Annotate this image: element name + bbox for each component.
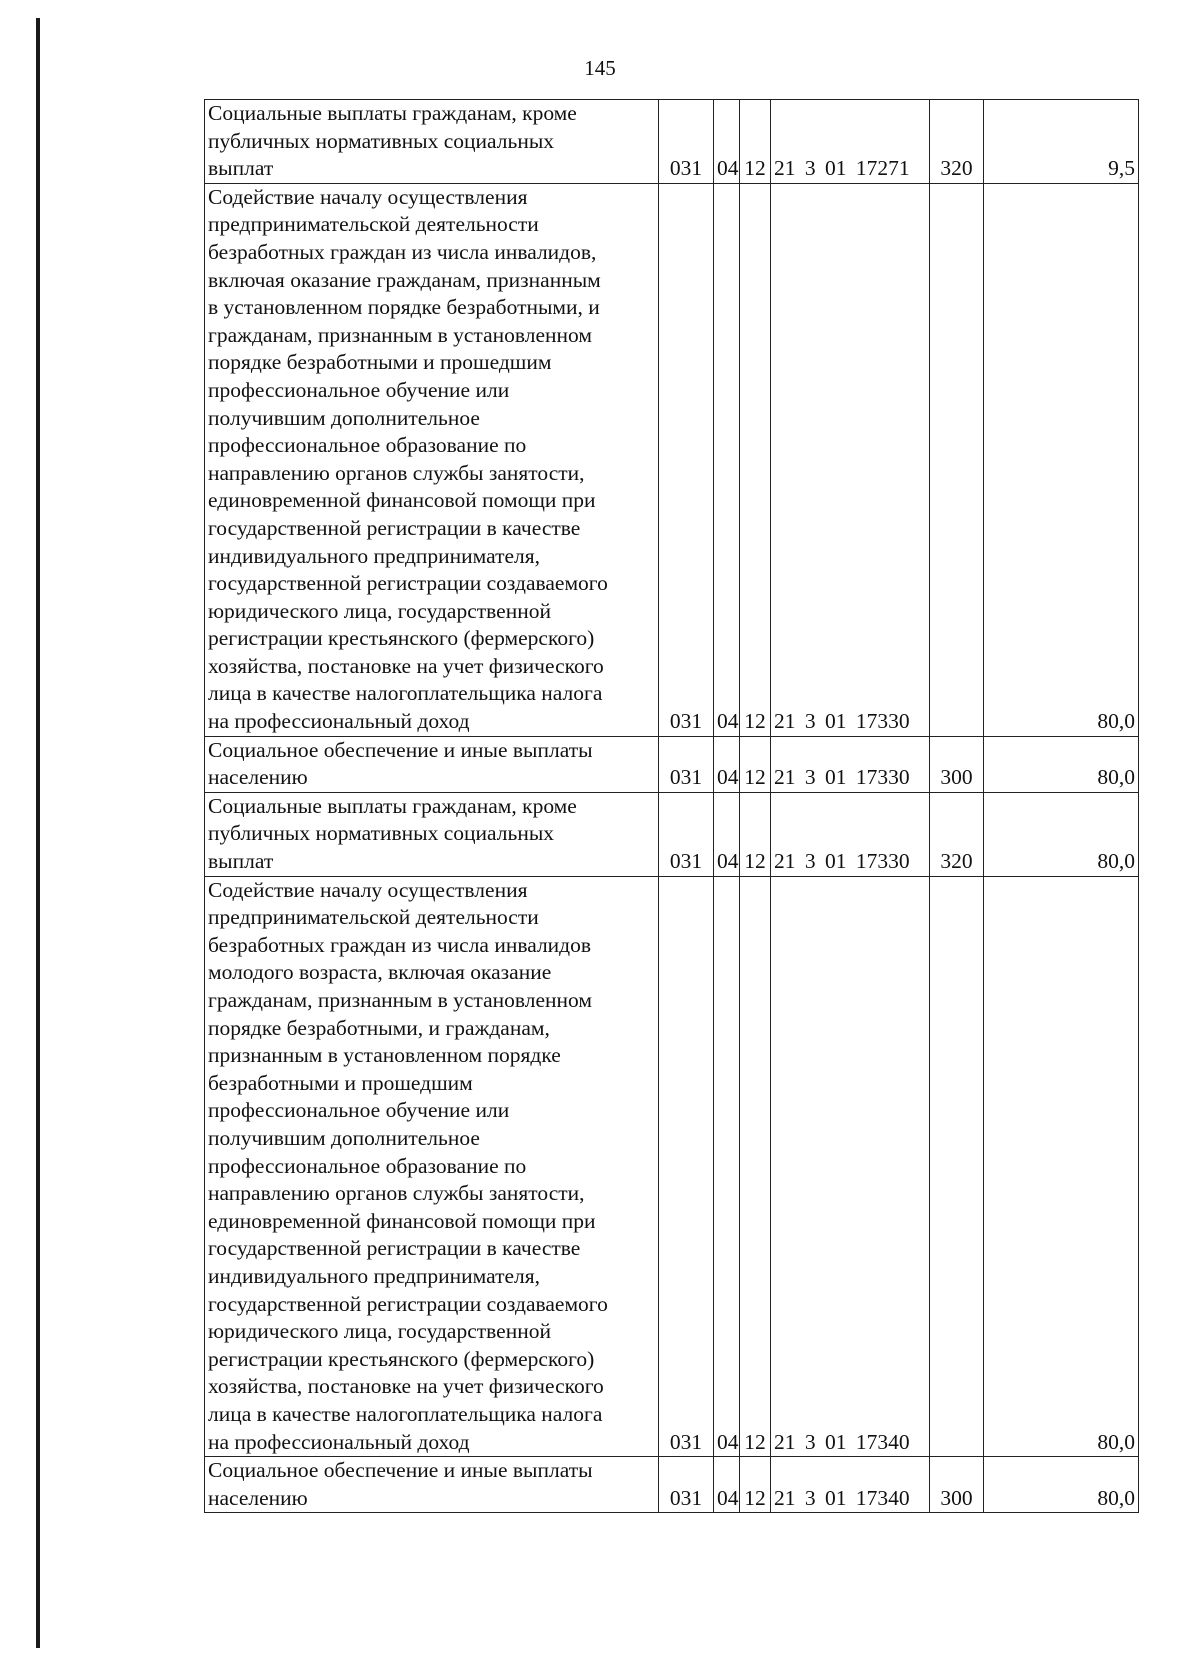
description-line: направлению органов службы занятости,	[208, 1181, 585, 1206]
target-article-code-cell: 21 3 01 17340	[771, 1457, 930, 1513]
expense-description-cell	[205, 792, 659, 876]
table-row	[205, 736, 1139, 792]
description-line: хозяйства, постановке на учет физического	[208, 653, 604, 678]
description-line: предпринимательской деятельности	[208, 212, 539, 237]
target-article-code-cell: 21 3 01 17330	[771, 736, 930, 792]
description-line: лица в качестве налогоплательщика налога	[208, 681, 603, 706]
description-line: населению	[208, 765, 308, 790]
description-line: безработных граждан из числа инвалидов	[208, 932, 592, 957]
amount-cell: 80,0	[984, 792, 1139, 876]
description-line: Социальные выплаты гражданам, кроме	[208, 101, 577, 125]
description-line: в установленном порядке безработными, и	[208, 295, 600, 320]
scan-edge-line	[36, 18, 40, 1648]
description-line: единовременной финансовой помощи при	[208, 1208, 596, 1233]
expense-type-code-cell: 320	[930, 792, 984, 876]
description-line: гражданам, признанным в установленном	[208, 988, 592, 1012]
description-line: на профессиональный доход	[208, 1429, 470, 1454]
expense-type-code-cell: 300	[930, 1457, 984, 1513]
grbs-code-cell: 031	[659, 100, 714, 184]
description-line: включая оказание гражданам, признанным	[208, 267, 601, 292]
description-line: получившим дополнительное	[208, 405, 480, 430]
description-line: индивидуального предпринимателя,	[208, 1263, 541, 1288]
section-code-cell: 04	[714, 1457, 740, 1513]
table-row	[205, 100, 1139, 184]
description-line: гражданам, признанным в установленном	[208, 322, 592, 347]
expense-description-cell	[205, 736, 659, 792]
expense-description-cell	[205, 1457, 659, 1513]
page-number: 145	[584, 56, 616, 80]
description-line: регистрации крестьянского (фермерского)	[208, 626, 595, 651]
description-line: Социальное обеспечение и иные выплаты	[208, 1458, 593, 1483]
target-article-code-cell: 21 3 01 17330	[771, 792, 930, 876]
amount-cell: 80,0	[984, 1457, 1139, 1513]
table-row	[205, 876, 1139, 1456]
description-line: выплат	[208, 849, 274, 874]
description-line: безработных граждан из числа инвалидов,	[208, 239, 597, 264]
description-line: предпринимательской деятельности	[208, 905, 539, 930]
grbs-code-cell: 031	[659, 183, 714, 736]
description-line: безработными и прошедшим	[208, 1070, 473, 1095]
expense-type-code-cell	[930, 183, 984, 736]
amount-cell: 80,0	[984, 183, 1139, 736]
subsection-code-cell: 12	[740, 876, 771, 1456]
section-code-cell: 04	[714, 876, 740, 1456]
subsection-code-cell: 12	[740, 736, 771, 792]
section-code-cell: 04	[714, 100, 740, 184]
expense-description-cell	[205, 876, 659, 1456]
description-line: юридического лица, государственной	[208, 1319, 551, 1344]
description-line: получившим дополнительное	[208, 1125, 480, 1150]
description-line: регистрации крестьянского (фермерского)	[208, 1346, 595, 1371]
description-line: Социальные выплаты гражданам, кроме	[208, 793, 577, 818]
description-line: индивидуального предпринимателя,	[208, 543, 541, 568]
table-row	[205, 1457, 1139, 1513]
description-line: профессиональное образование по	[208, 433, 527, 458]
target-article-code-cell: 21 3 01 17271	[771, 100, 930, 184]
description-line: выплат	[208, 156, 274, 181]
description-line: лица в качестве налогоплательщика налога	[208, 1401, 603, 1426]
expense-type-code-cell	[930, 876, 984, 1456]
description-line: государственной регистрации в качестве	[208, 1236, 581, 1261]
description-line: государственной регистрации создаваемого	[208, 1291, 608, 1316]
expense-type-code-cell: 300	[930, 736, 984, 792]
description-line: государственной регистрации в качестве	[208, 515, 581, 540]
subsection-code-cell: 12	[740, 792, 771, 876]
description-line: порядке безработными, и гражданам,	[208, 1015, 550, 1040]
description-line: профессиональное обучение или	[208, 1098, 510, 1123]
section-code-cell: 04	[714, 736, 740, 792]
description-line: государственной регистрации создаваемого	[208, 571, 608, 596]
expense-description-cell	[205, 183, 659, 736]
section-code-cell: 04	[714, 792, 740, 876]
description-line: признанным в установленном порядке	[208, 1043, 561, 1068]
description-line: публичных нормативных социальных	[208, 128, 555, 153]
expense-description-cell	[205, 100, 659, 184]
subsection-code-cell: 12	[740, 183, 771, 736]
budget-table	[204, 99, 1139, 1513]
grbs-code-cell: 031	[659, 792, 714, 876]
amount-cell: 9,5	[984, 100, 1139, 184]
description-line: профессиональное образование по	[208, 1153, 527, 1178]
description-line: Социальное обеспечение и иные выплаты	[208, 737, 593, 762]
amount-cell: 80,0	[984, 876, 1139, 1456]
description-line: направлению органов службы занятости,	[208, 460, 585, 485]
description-line: единовременной финансовой помощи при	[208, 488, 596, 513]
table-row	[205, 183, 1139, 736]
description-line: молодого возраста, включая оказание	[208, 960, 552, 985]
description-line: публичных нормативных социальных	[208, 821, 555, 846]
description-line: хозяйства, постановке на учет физического	[208, 1374, 604, 1399]
subsection-code-cell: 12	[740, 1457, 771, 1513]
description-line: порядке безработными и прошедшим	[208, 350, 552, 375]
target-article-code-cell: 21 3 01 17340	[771, 876, 930, 1456]
amount-cell: 80,0	[984, 736, 1139, 792]
target-article-code-cell: 21 3 01 17330	[771, 183, 930, 736]
grbs-code-cell: 031	[659, 876, 714, 1456]
grbs-code-cell: 031	[659, 736, 714, 792]
description-line: на профессиональный доход	[208, 709, 470, 734]
grbs-code-cell: 031	[659, 1457, 714, 1513]
expense-type-code-cell: 320	[930, 100, 984, 184]
table-body	[205, 100, 1139, 1513]
description-line: Содействие началу осуществления	[208, 877, 528, 902]
description-line: населению	[208, 1485, 308, 1510]
table-row	[205, 792, 1139, 876]
section-code-cell: 04	[714, 183, 740, 736]
description-line: юридического лица, государственной	[208, 598, 551, 623]
subsection-code-cell: 12	[740, 100, 771, 184]
description-line: профессиональное обучение или	[208, 377, 510, 402]
description-line: Содействие началу осуществления	[208, 184, 528, 209]
